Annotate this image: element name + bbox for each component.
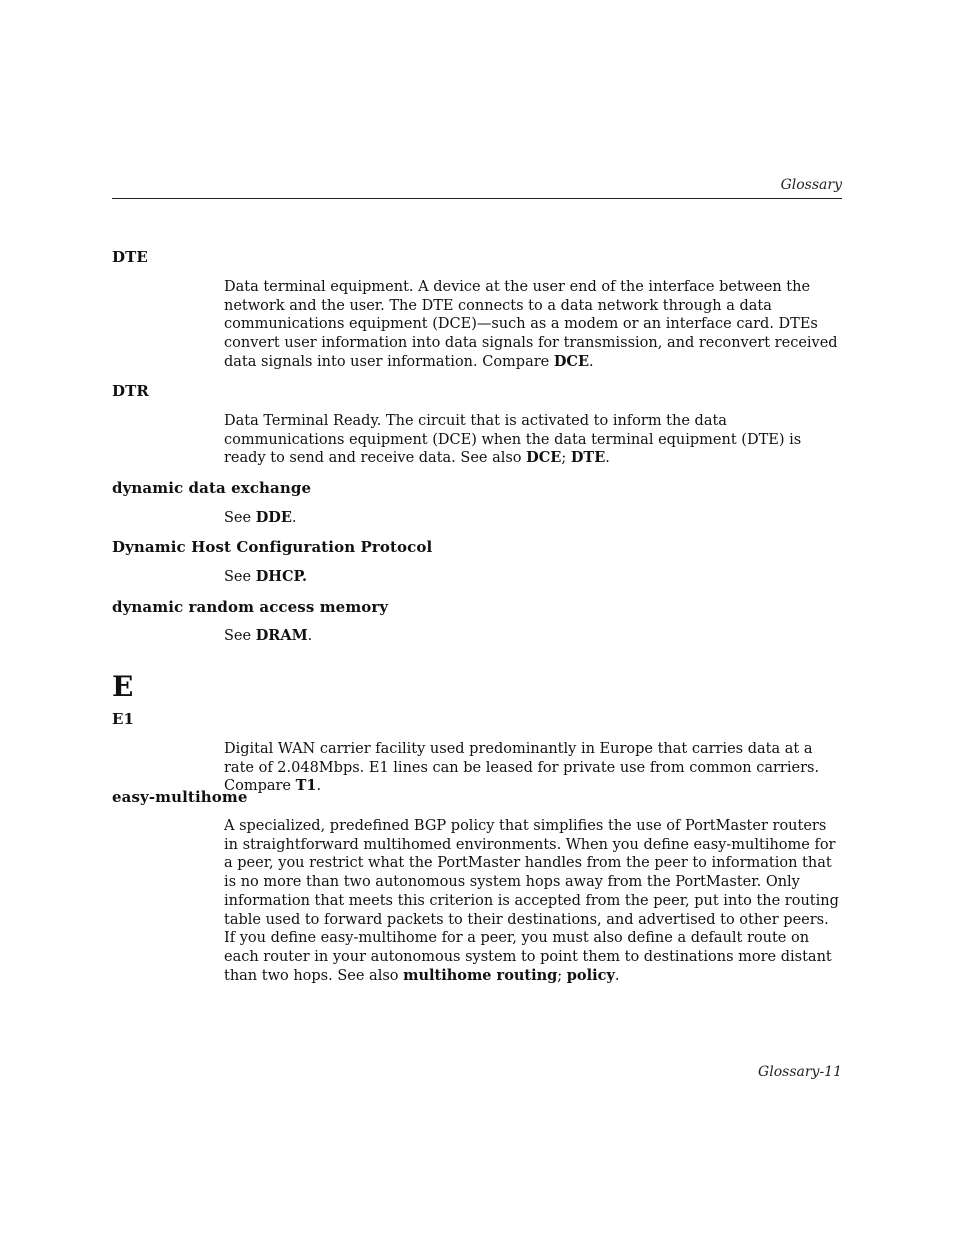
definition-dtr: Data Terminal Ready. The circuit that is activated to inform the data communications equipment (DCE) when the data terminal equipment (DTE) is ready to send and receive data. See also DCE; DTE. xyxy=(224,413,802,467)
header-rule xyxy=(112,198,842,199)
cross-reference: DCE xyxy=(526,449,562,467)
cross-reference: DTE xyxy=(570,449,606,467)
term-e1: E1 xyxy=(112,710,135,728)
term-dynamic-data-exchange: dynamic data exchange xyxy=(112,479,312,497)
running-head: Glossary xyxy=(780,177,842,193)
cross-reference: DHCP. xyxy=(255,568,308,585)
term-easy-multihome: easy-multihome xyxy=(112,788,248,806)
term-dhcp: Dynamic Host Configuration Protocol xyxy=(112,538,433,556)
definition-dram: See DRAM. xyxy=(224,627,313,644)
cross-reference: T1 xyxy=(295,777,317,795)
cross-reference: multihome routing xyxy=(403,966,558,984)
page-number: Glossary-11 xyxy=(758,1064,842,1080)
section-letter: E xyxy=(112,670,134,703)
definition-e1: Digital WAN carrier facility used predominantly in Europe that carries data at a rate of 2.048Mbps. E1 lines can be leased for private use from common carriers. Compare T1. xyxy=(224,741,820,795)
cross-reference: DRAM xyxy=(255,627,308,644)
cross-reference: DCE xyxy=(553,352,590,370)
cross-reference: policy xyxy=(566,966,615,984)
term-dte: DTE xyxy=(112,248,148,266)
term-dram: dynamic random access memory xyxy=(112,598,389,616)
definition-dte: Data terminal equipment. A device at the user end of the interface between the network and the user. The DTE connects to a data network through a data communications equipment (DCE)—such as a modem or an interface card. DTEs convert user information into data signals for transmission, and reconvert received data signals into user information. Compare DCE. xyxy=(224,279,838,370)
definition-dynamic-data-exchange: See DDE. xyxy=(224,509,297,526)
definition-dhcp: See DHCP. xyxy=(224,568,308,585)
term-dtr: DTR xyxy=(112,382,149,400)
definition-easy-multihome: A specialized, predefined BGP policy that simplifies the use of PortMaster routers in straightforward multihomed environments. When you define easy-multihome for a peer, you restrict what the PortMaster handles from the peer to information that is no more than two autonomous system hops away from the PortMaster. Only information that meets this criterion is accepted from the peer, put into the routing table used to forward packets to their destinations, and advertised to other peers. If you define easy-multihome for a peer, you must also define a default route on each router in your autonomous system to point them to destinations more distant than two hops. See also multihome routing; policy. xyxy=(224,818,839,984)
cross-reference: DDE xyxy=(255,509,292,526)
